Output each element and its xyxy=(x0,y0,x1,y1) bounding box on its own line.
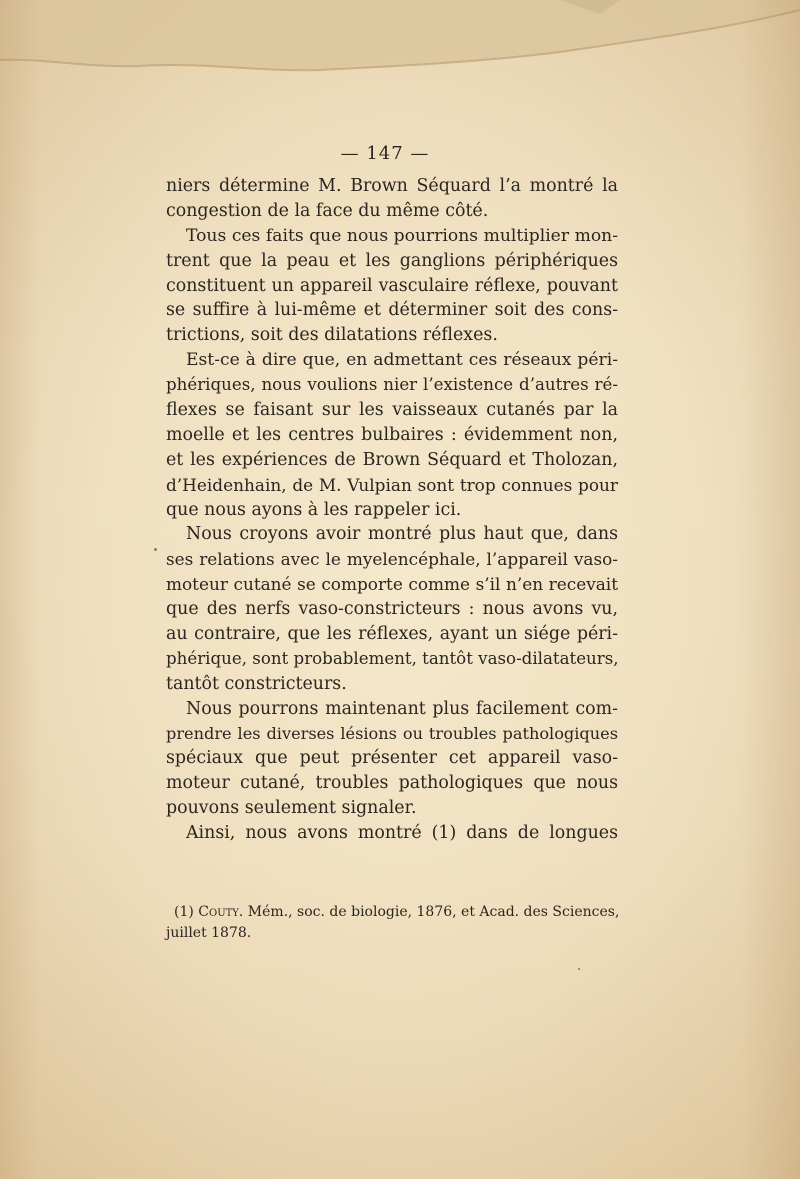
text-line: trictions, soit des dilatations réflexes. xyxy=(166,325,498,346)
text-line: au contraire, que les réflexes, ayant un siége péri- xyxy=(166,624,618,645)
text-line: Ainsi, nous avons montré (1) dans de longues xyxy=(186,823,618,844)
text-line: ses relations avec le myelencéphale, l’appareil vaso- xyxy=(166,549,618,570)
footnote-marker: (1) xyxy=(174,904,194,920)
text-line: tantôt constricteurs. xyxy=(166,673,347,694)
text-line: Est-ce à dire que, en admettant ces réseaux péri- xyxy=(186,350,618,371)
body-text xyxy=(166,174,618,846)
text-line: que nous ayons à les rappeler ici. xyxy=(166,499,462,520)
text-line: se suffire à lui-même et déterminer soit des cons- xyxy=(166,300,618,321)
text-line: phériques, nous voulions nier l’existence d’autres ré- xyxy=(166,375,618,395)
page-left-shadow xyxy=(0,0,40,1179)
text-line: phérique, sont probablement, tantôt vaso-dilatateurs, xyxy=(166,648,619,668)
footnote-citation: . Mém., soc. de biologie, 1876, et Acad. des Sciences, xyxy=(238,904,620,920)
text-line: moteur cutané, troubles pathologiques que nous xyxy=(166,773,618,794)
page-right-shadow xyxy=(740,0,800,1179)
text-line: pouvons seulement signaler. xyxy=(166,798,417,819)
text-line: spéciaux que peut présenter cet appareil vaso- xyxy=(166,748,618,769)
text-line: Nous croyons avoir montré plus haut que, dans xyxy=(186,524,618,545)
text-line: flexes se faisant sur les vaisseaux cutanés par la xyxy=(166,400,618,421)
text-line: moelle et les centres bulbaires : évidemment non, xyxy=(166,424,618,445)
text-line: d’Heidenhain, de M. Vulpian sont trop connues pour xyxy=(166,474,618,495)
footnote xyxy=(166,902,618,944)
text-line: que des nerfs vaso-constricteurs : nous avons vu, xyxy=(166,599,618,620)
text-line: trent que la peau et les ganglions périphériques xyxy=(166,250,618,271)
paper-speck xyxy=(578,968,580,970)
footnote-author: Couty xyxy=(198,904,239,920)
text-line: moteur cutané se comporte comme s’il n’en recevait xyxy=(166,574,618,595)
text-line: et les expériences de Brown Séquard et Tholozan, xyxy=(166,449,618,470)
text-line: constituent un appareil vasculaire réflexe, pouvant xyxy=(166,275,618,296)
text-line: congestion de la face du même côté. xyxy=(166,200,489,221)
text-line: niers détermine M. Brown Séquard l’a montré la xyxy=(166,176,618,196)
text-line: prendre les diverses lésions ou troubles pathologiques xyxy=(166,723,618,743)
text-line: Nous pourrons maintenant plus facilement com- xyxy=(186,698,618,719)
page-number: — 147 — xyxy=(340,143,430,164)
torn-top-edge xyxy=(0,0,800,100)
footnote-line: juillet 1878. xyxy=(166,925,252,941)
text-line: Tous ces faits que nous pourrions multiplier mon- xyxy=(186,225,618,246)
paper-speck xyxy=(154,548,157,551)
footnote-line xyxy=(166,902,618,923)
